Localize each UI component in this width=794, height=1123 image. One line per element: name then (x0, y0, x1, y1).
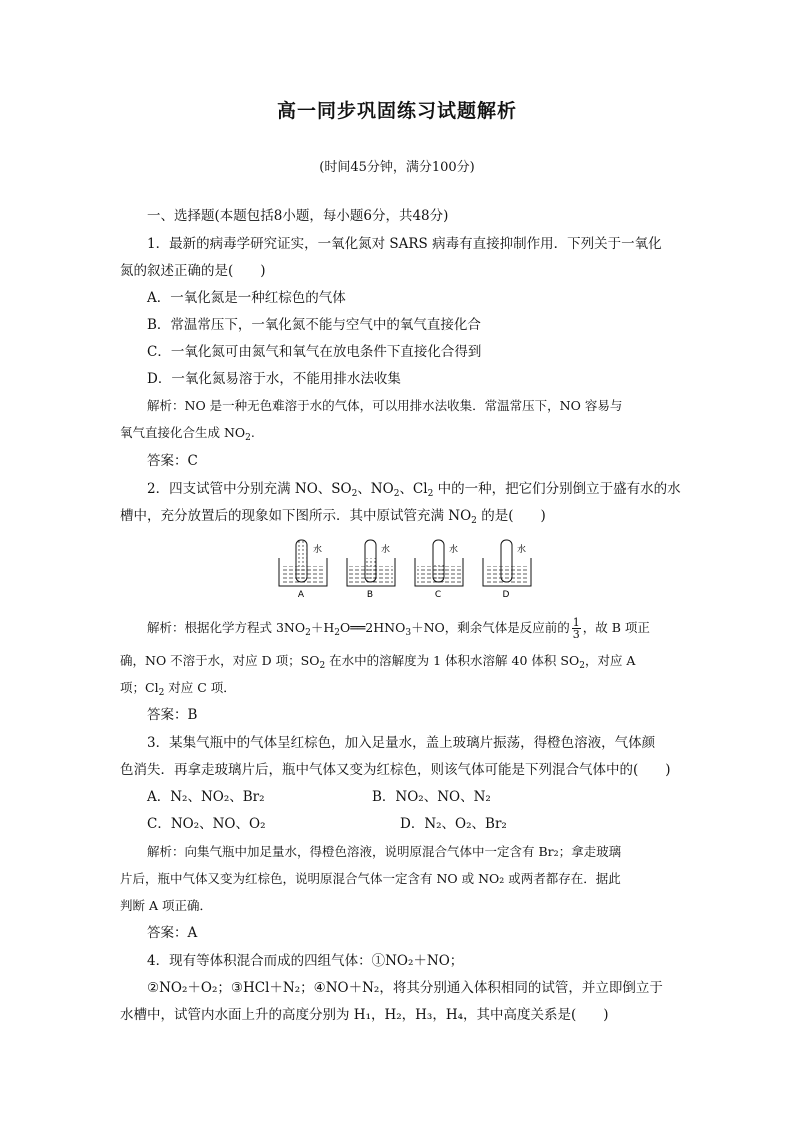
trough-d (483, 540, 531, 600)
q2-analysis-line3: 项；$Cl_2$ 对应 C 项． (120, 680, 236, 698)
exam-info: (时间45分钟，满分100分) (319, 160, 475, 175)
q2-analysis-line1: 解析：根据化学方程式 $3NO_2+H_2O══2HNO_3+NO$，剩余气体是反应前的 $\frac{1}{3}$ ，故 B 项正 (147, 616, 650, 641)
figure-label-c: C (434, 590, 442, 600)
q2-analysis-line2: 确，NO 不溶于水，对应 D 项；$SO_2$ 在水中的溶解度为 1 体积水溶解 40 体积 $SO_2$，对应 A (120, 653, 636, 671)
q3-stem-line1: 3．某集气瓶中的气体呈红棕色，加入足量水，盖上玻璃片振荡，得橙色溶液，气体颜 (147, 735, 656, 751)
q1-option-d: D．一氧化氮易溶于水，不能用排水法收集 (147, 371, 401, 387)
figure-label-b: B (366, 590, 374, 600)
q3-stem-line2: 色消失．再拿走玻璃片后，瓶中气体又变为红棕色，则该气体可能是下列混合气体中的( ) (120, 762, 671, 778)
q2-stem-line1: 2．四支试管中分别充满 NO、$SO_2$、$NO_2$、$Cl_2$ 中的一种，把它们分别倒立于盛有水的水 (147, 481, 681, 499)
q1-option-b: B．常温常压下，一氧化氮不能与空气中的氧气直接化合 (147, 317, 481, 333)
q3-answer: 答案：A (147, 925, 198, 941)
trough-c (415, 540, 463, 600)
fraction: $\frac{1}{3}$ (572, 616, 580, 641)
q3-option-b: B．NO₂、NO、N₂ (372, 789, 491, 805)
q3-option-c: C．NO₂、NO、O₂ (147, 816, 266, 832)
q1-stem-line1: 1．最新的病毒学研究证实，一氧化氮对 SARS 病毒有直接抑制作用．下列关于一氧化 (147, 236, 662, 252)
q4-stem-line2: ②NO₂＋O₂；③HCl＋N₂；④NO＋N₂，将其分别通入体积相同的试管，并立即倒立于 (147, 980, 663, 996)
q3-analysis-line3: 判断 A 项正确． (120, 898, 212, 913)
q1-option-c: C．一氧化氮可由氮气和氧气在放电条件下直接化合得到 (147, 344, 482, 360)
figure-label-d: D (502, 590, 510, 600)
water-label: 水 (381, 545, 391, 555)
q3-option-d: D．N₂、O₂、Br₂ (400, 816, 507, 832)
water-label: 水 (449, 545, 459, 555)
q3-option-a: A．N₂、NO₂、Br₂ (147, 789, 265, 805)
q2-answer: 答案：B (147, 707, 198, 723)
water-label: 水 (313, 545, 323, 555)
q1-analysis-line2: 氧气直接化合生成 $NO_2$. (120, 425, 255, 443)
q3-analysis-line1: 解析：向集气瓶中加足量水，得橙色溶液，说明原混合气体中一定含有 Br₂；拿走玻璃 (147, 844, 622, 859)
figure-label-a: A (297, 590, 305, 600)
trough-b (347, 540, 395, 600)
page-title: 高一同步巩固练习试题解析 (276, 100, 517, 122)
section-heading: 一、选择题(本题包括8小题，每小题6分，共48分) (147, 208, 449, 224)
water-label: 水 (517, 545, 527, 555)
q1-analysis-line1: 解析：NO 是一种无色难溶于水的气体，可以用排水法收集．常温常压下，NO 容易与 (147, 398, 623, 413)
q4-stem-line3: 水槽中，试管内水面上升的高度分别为 H₁，H₂，H₃，H₄，其中高度关系是( ) (120, 1007, 609, 1023)
q1-stem-line2: 氮的叙述正确的是( ) (120, 263, 266, 279)
q4-stem-line1: 4．现有等体积混合而成的四组气体：①NO₂＋NO； (147, 953, 464, 969)
test-tube-figure (277, 536, 537, 600)
q2-stem-line2: 槽中，充分放置后的现象如下图所示．其中原试管充满 $NO_2$ 的是( ) (120, 508, 546, 526)
trough-a (279, 540, 327, 600)
q1-option-a: A．一氧化氮是一种红棕色的气体 (147, 290, 346, 306)
q3-analysis-line2: 片后，瓶中气体又变为红棕色，说明原混合气体一定含有 NO 或 NO₂ 或两者都存在．据此 (120, 871, 621, 886)
q1-answer: 答案：C (147, 453, 198, 469)
